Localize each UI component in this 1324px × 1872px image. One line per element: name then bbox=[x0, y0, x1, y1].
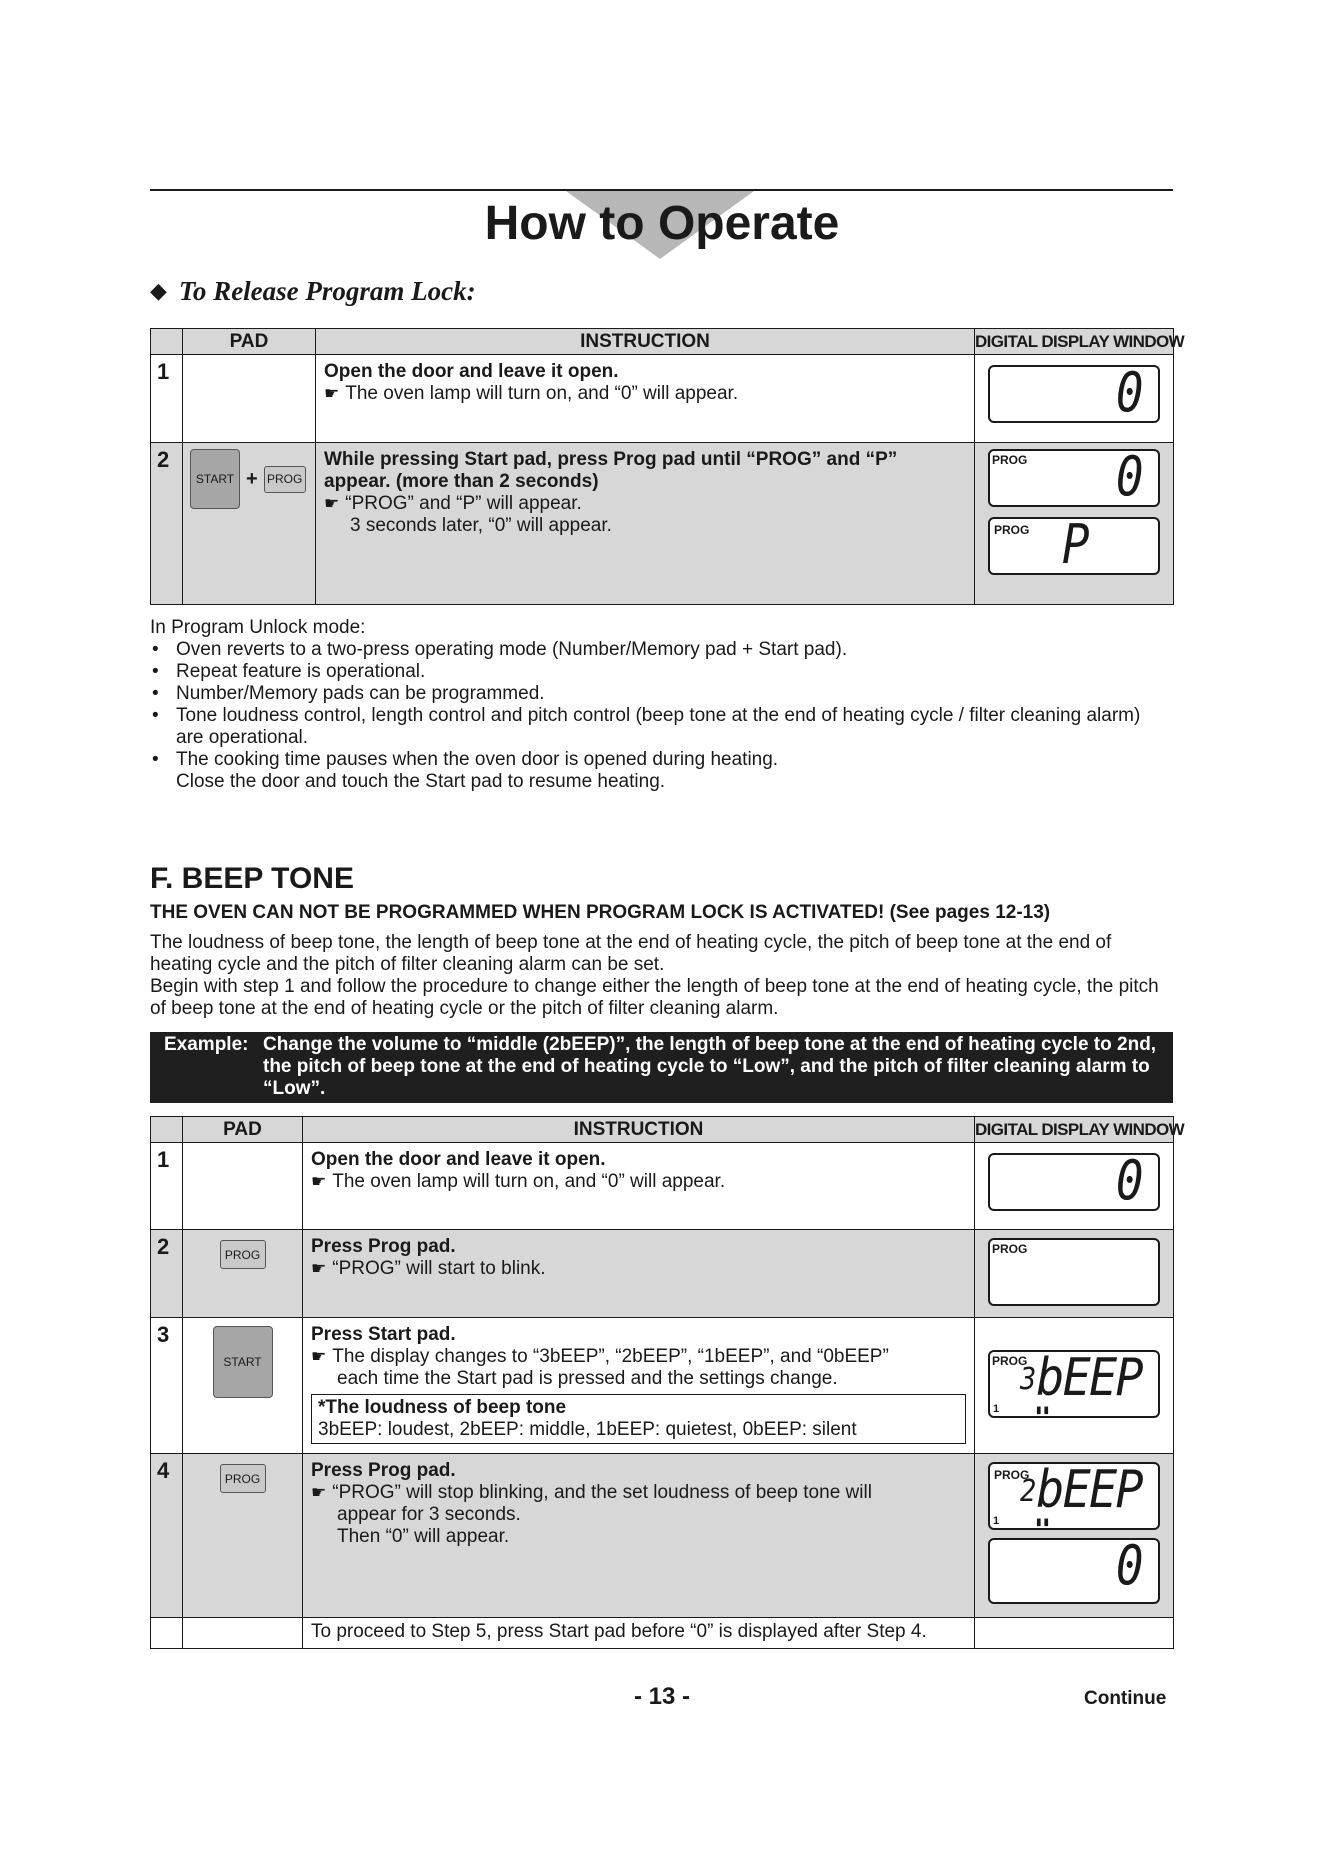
beep-warning: THE OVEN CAN NOT BE PROGRAMMED WHEN PROGRAM LOCK IS ACTIVATED! (See pages 12-13) bbox=[150, 902, 1051, 923]
lcd-prog-blink: PROG bbox=[992, 1242, 1028, 1256]
list-item: • The cooking time pauses when the oven door is opened during heating. bbox=[150, 749, 1173, 771]
lcd-level-one: 1 bbox=[993, 1403, 1000, 1415]
step-text-line2: 3 seconds later, “0” will appear. bbox=[350, 515, 612, 536]
plus-sign: + bbox=[246, 467, 258, 490]
pad-cell bbox=[183, 1143, 303, 1230]
unlock-continuation: Close the door and touch the Start pad to resume heating. bbox=[176, 771, 666, 792]
header-pad: PAD bbox=[183, 329, 316, 355]
pointing-hand-icon: ☛ bbox=[311, 1483, 327, 1502]
step-text-line2: appear for 3 seconds. bbox=[337, 1504, 521, 1525]
example-label: Example: bbox=[164, 1034, 249, 1055]
pad-cell bbox=[183, 443, 316, 605]
release-heading-text: To Release Program Lock: bbox=[178, 276, 476, 306]
lcd-prog: PROG bbox=[994, 523, 1030, 537]
lcd-prog: PROG bbox=[994, 1468, 1030, 1482]
step-text: The oven lamp will turn on, and “0” will appear. bbox=[345, 383, 739, 404]
footer-note-cell bbox=[303, 1618, 975, 1649]
display-cell bbox=[975, 443, 1174, 605]
header-display: DIGITAL DISPLAY WINDOW bbox=[975, 1117, 1174, 1143]
lcd-display bbox=[988, 361, 1160, 424]
beep-step-1 bbox=[151, 1143, 1174, 1230]
step-number: 4 bbox=[151, 1454, 183, 1618]
step-number: 1 bbox=[151, 1143, 183, 1230]
step-text-line2: each time the Start pad is pressed and the settings change. bbox=[337, 1368, 838, 1389]
note-text: 3bEEP: loudest, 2bEEP: middle, 1bEEP: quietest, 0bEEP: silent bbox=[318, 1419, 857, 1440]
step-text-line1: The display changes to “3bEEP”, “2bEEP”, “1bEEP”, and “0bEEP” bbox=[332, 1346, 889, 1367]
release-step-1 bbox=[151, 355, 1174, 443]
beep-step-2 bbox=[151, 1230, 1174, 1318]
lcd-small-digit: 2 bbox=[1020, 1474, 1035, 1509]
header-blank bbox=[151, 329, 183, 355]
step-text-line3: Then “0” will appear. bbox=[337, 1526, 510, 1547]
lcd-display bbox=[988, 1149, 1160, 1212]
instruction-cell bbox=[316, 443, 975, 605]
lcd-ticks: ▮▮ bbox=[1036, 1405, 1052, 1416]
display-cell bbox=[975, 1143, 1174, 1230]
release-table bbox=[150, 328, 1185, 605]
lcd-level-one: 1 bbox=[993, 1515, 1000, 1527]
lcd-small-digit: 3 bbox=[1020, 1362, 1035, 1397]
step-text-line1: “PROG” will stop blinking, and the set loudness of beep tone will bbox=[332, 1482, 872, 1503]
list-item: • Number/Memory pads can be programmed. bbox=[150, 683, 1173, 705]
diamond-icon: ◆ bbox=[150, 278, 167, 303]
start-key: START bbox=[213, 1326, 273, 1398]
note-title: *The loudness of beep tone bbox=[318, 1397, 567, 1418]
step-title: Press Prog pad. bbox=[311, 1460, 456, 1481]
blank-cell bbox=[151, 1618, 183, 1649]
blank-cell bbox=[975, 1618, 1174, 1649]
step-number: 2 bbox=[151, 443, 183, 605]
instruction-cell bbox=[303, 1230, 975, 1318]
beep-heading: F. BEEP TONE bbox=[150, 862, 354, 895]
example-box bbox=[150, 1032, 1173, 1103]
step-number: 2 bbox=[151, 1230, 183, 1318]
instruction-cell bbox=[303, 1454, 975, 1618]
step-title-line1: While pressing Start pad, press Prog pad until “PROG” and “P” bbox=[324, 449, 898, 470]
header-instruction: INSTRUCTION bbox=[303, 1117, 975, 1143]
list-item: • Tone loudness control, length control and pitch control (beep tone at the end of heating cycle / filter cleaning alarm) are operational. bbox=[150, 705, 1173, 749]
pad-cell bbox=[183, 355, 316, 443]
page-number: - 13 - bbox=[633, 1683, 690, 1710]
header-instruction: INSTRUCTION bbox=[316, 329, 975, 355]
continue-label: Continue bbox=[1084, 1688, 1167, 1709]
lcd-ticks: ▮▮ bbox=[1036, 1517, 1052, 1528]
display-cell bbox=[975, 1318, 1174, 1454]
lcd-display bbox=[988, 513, 1160, 576]
display-cell bbox=[975, 1454, 1174, 1618]
pad-cell bbox=[183, 1318, 303, 1454]
step-number: 3 bbox=[151, 1318, 183, 1454]
lcd-display bbox=[988, 1350, 1160, 1418]
release-heading bbox=[150, 276, 476, 307]
step-text-line1: “PROG” and “P” will appear. bbox=[345, 493, 582, 514]
lcd-letter: P bbox=[1062, 513, 1090, 576]
lcd-digit: 0 bbox=[1116, 1149, 1144, 1212]
instruction-cell bbox=[303, 1143, 975, 1230]
step-title: Open the door and leave it open. bbox=[311, 1149, 606, 1170]
list-item: • Oven reverts to a two-press operating mode (Number/Memory pad + Start pad). bbox=[150, 639, 1173, 661]
lcd-digit: 0 bbox=[1116, 1534, 1144, 1597]
lcd-display bbox=[988, 445, 1160, 508]
pointing-hand-icon: ☛ bbox=[324, 494, 340, 513]
lcd-word-text: bEEP bbox=[1036, 1348, 1142, 1408]
prog-key: PROG bbox=[220, 1240, 266, 1269]
header-blank bbox=[151, 1117, 183, 1143]
beep-table bbox=[150, 1116, 1185, 1649]
prog-key: PROG bbox=[264, 466, 306, 493]
unlock-list bbox=[150, 639, 1173, 771]
pointing-hand-icon: ☛ bbox=[311, 1347, 327, 1366]
unlock-heading: In Program Unlock mode: bbox=[150, 617, 366, 638]
beep-step-4 bbox=[151, 1454, 1174, 1618]
release-step-2 bbox=[151, 443, 1174, 605]
step-title: Open the door and leave it open. bbox=[324, 361, 619, 382]
page-title: How to Operate bbox=[484, 197, 840, 250]
beep-para1: The loudness of beep tone, the length of beep tone at the end of heating cycle, the pitch of beep tone at the end of heating cycle and the pitch of filter cleaning alarm can be set. bbox=[150, 932, 1112, 975]
step-title: Press Prog pad. bbox=[311, 1236, 456, 1257]
blank-cell bbox=[183, 1618, 303, 1649]
display-cell bbox=[975, 1230, 1174, 1318]
header-pad: PAD bbox=[183, 1117, 303, 1143]
pointing-hand-icon: ☛ bbox=[311, 1172, 327, 1191]
step-text: The oven lamp will turn on, and “0” will appear. bbox=[332, 1171, 726, 1192]
lcd-digit: 0 bbox=[1116, 445, 1144, 508]
instruction-cell bbox=[316, 355, 975, 443]
lcd-prog-blink: PROG bbox=[992, 453, 1028, 467]
lcd-display bbox=[988, 1462, 1160, 1530]
step-title: Press Start pad. bbox=[311, 1324, 456, 1345]
unlock-section bbox=[150, 617, 1173, 793]
beep-step-3 bbox=[151, 1318, 1174, 1454]
step-number: 1 bbox=[151, 355, 183, 443]
lcd-display bbox=[988, 1238, 1160, 1306]
footer-note: To proceed to Step 5, press Start pad before “0” is displayed after Step 4. bbox=[311, 1621, 927, 1642]
step-text: “PROG” will start to blink. bbox=[332, 1258, 546, 1279]
beep-intro bbox=[150, 932, 1173, 1020]
example-text: Change the volume to “middle (2bEEP)”, the length of beep tone at the end of heating cycle to 2nd, the pitch of beep tone at the end of heating cycle to “Low”, and the pitch of filter cleaning alarm to “Low”. bbox=[263, 1034, 1157, 1099]
instruction-cell bbox=[303, 1318, 975, 1454]
list-item: • Repeat feature is operational. bbox=[150, 661, 1173, 683]
pad-cell bbox=[183, 1454, 303, 1618]
beep-footer-row bbox=[151, 1618, 1174, 1649]
pad-cell bbox=[183, 1230, 303, 1318]
header-display: DIGITAL DISPLAY WINDOW bbox=[975, 329, 1174, 355]
loudness-note bbox=[311, 1394, 966, 1444]
start-key: START bbox=[190, 449, 240, 509]
pointing-hand-icon: ☛ bbox=[324, 384, 340, 403]
lcd-prog-blink: PROG bbox=[992, 1354, 1028, 1368]
lcd-word-text: bEEP bbox=[1036, 1460, 1142, 1520]
pointing-hand-icon: ☛ bbox=[311, 1259, 327, 1278]
lcd-display bbox=[988, 1534, 1160, 1604]
prog-key: PROG bbox=[220, 1464, 266, 1493]
step-title-line2: appear. (more than 2 seconds) bbox=[324, 471, 599, 492]
beep-para2: Begin with step 1 and follow the procedure to change either the length of beep tone at the end of heating cycle, the pitch of beep tone at the end of heating cycle or the pitch of filter cleaning alarm. bbox=[150, 976, 1159, 1019]
display-cell bbox=[975, 355, 1174, 443]
lcd-digit: 0 bbox=[1116, 361, 1144, 424]
